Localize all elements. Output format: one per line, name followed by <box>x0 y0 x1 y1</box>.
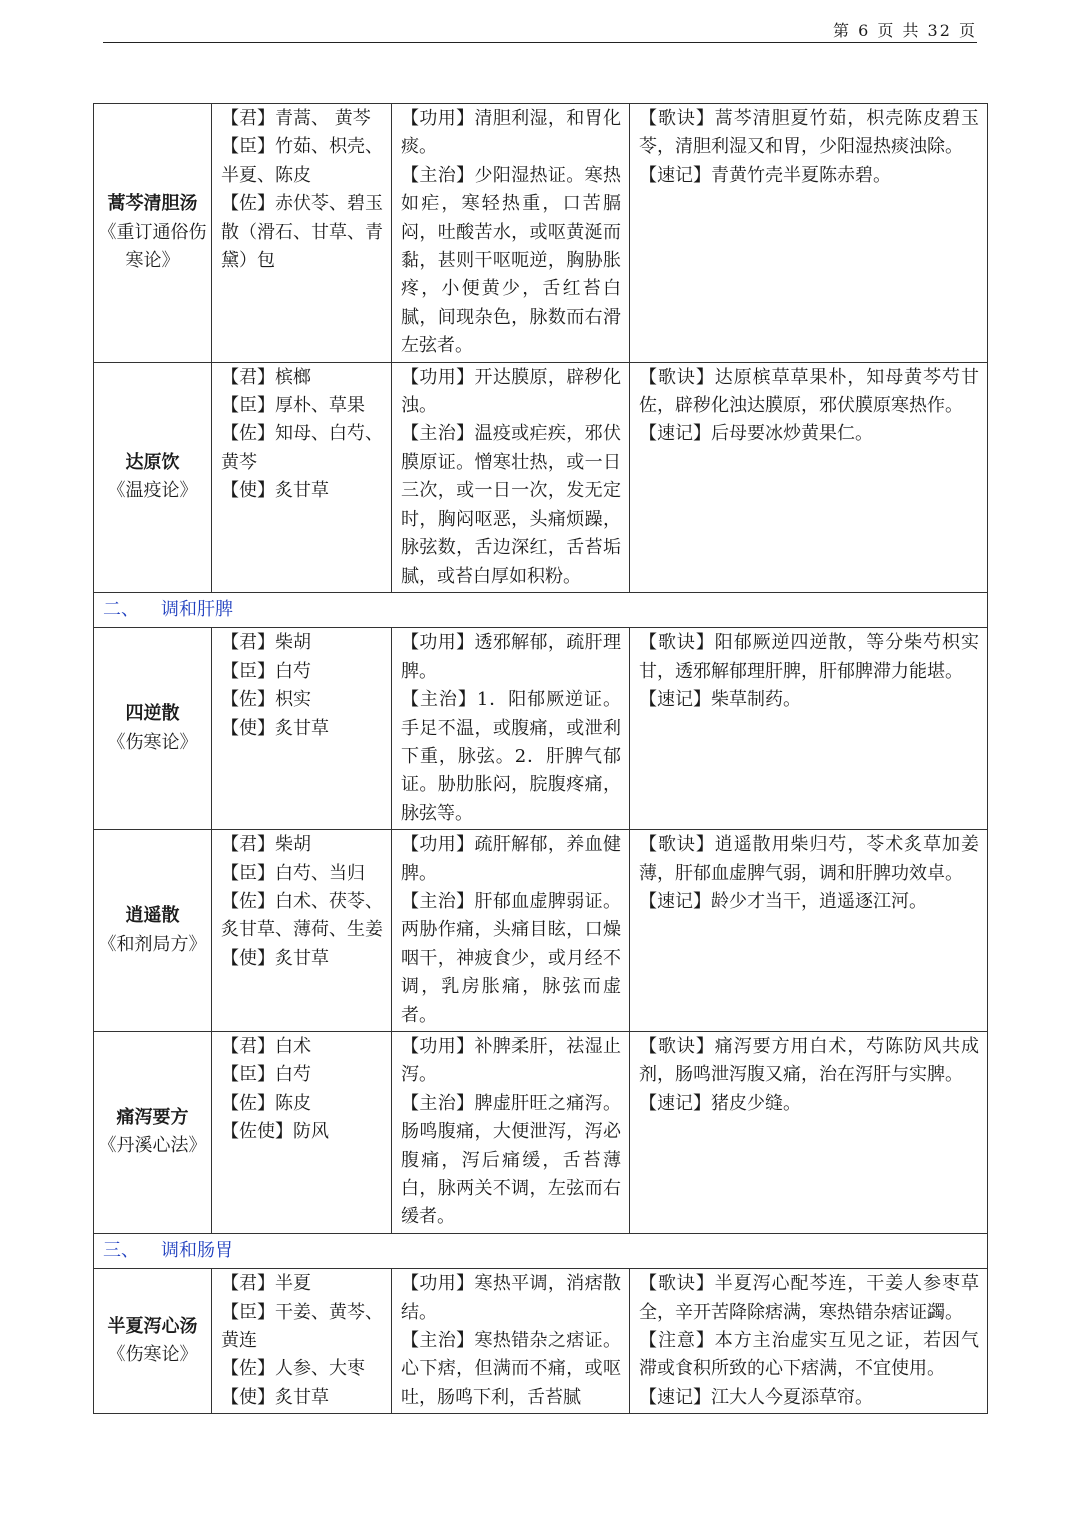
song-line: 【速记】青黄竹壳半夏陈赤碧。 <box>639 164 891 186</box>
formula-source: 《重订通俗伤寒论》 <box>98 221 207 272</box>
song-line: 【歌诀】阳郁厥逆四逆散，等分柴芍枳实甘，透邪解郁理肝脾，肝郁脾滞力能堪。 <box>639 632 979 682</box>
composition-line: 【君】槟榔 <box>221 366 311 388</box>
composition-line: 【君】柴胡 <box>221 632 311 654</box>
song-line: 【速记】江大人今夏添草帘。 <box>639 1386 873 1408</box>
composition-line: 【君】青蒿、 黄芩 <box>221 108 371 129</box>
composition-line: 【佐】陈皮 <box>221 1092 311 1114</box>
section-row <box>94 1233 988 1268</box>
formula-name-cell <box>94 830 212 1032</box>
effect-line: 【主治】温疫或疟疾，邪伏膜原证。憎寒壮热，或一日三次，或一日一次，发无定时，胸闷呕恶，头痛烦躁，脉弦数，舌边深红，舌苔垢腻，或苔白厚如积粉。 <box>401 423 621 587</box>
formula-table <box>93 103 988 1414</box>
composition-line: 【臣】干姜、黄芩、黄连 <box>221 1301 383 1352</box>
composition-line: 【臣】厚朴、草果 <box>221 395 365 417</box>
section-title: 调和肠胃 <box>161 1239 233 1261</box>
formula-row <box>94 628 988 830</box>
composition-line: 【佐使】防风 <box>221 1121 329 1143</box>
song-line: 【歌诀】半夏泻心配芩连，干姜人参枣草全，辛开苦降除痞满，寒热错杂痞证蠲。 <box>639 1273 979 1323</box>
song-cell <box>630 628 988 830</box>
composition-cell <box>212 830 392 1032</box>
section-heading-cell <box>94 592 988 627</box>
section-title: 调和肝脾 <box>161 598 233 620</box>
formula-row <box>94 362 988 592</box>
effect-line: 【功用】清胆利湿，和胃化痰。 <box>401 108 621 158</box>
effect-cell <box>392 1269 630 1414</box>
composition-cell <box>212 362 392 592</box>
effect-cell <box>392 104 630 363</box>
formula-row <box>94 104 988 363</box>
song-cell <box>630 1032 988 1234</box>
composition-line: 【使】炙甘草 <box>221 717 329 739</box>
effect-line: 【主治】脾虚肝旺之痛泻。肠鸣腹痛，大便泄泻，泻必腹痛，泻后痛缓，舌苔薄白，脉两关不调，左弦而右缓者。 <box>401 1092 621 1228</box>
effect-cell <box>392 1032 630 1234</box>
effect-cell <box>392 362 630 592</box>
formula-row <box>94 1269 988 1414</box>
formula-name-cell <box>94 628 212 830</box>
effect-line: 【主治】1．阳郁厥逆证。手足不温，或腹痛，或泄利下重，脉弦。2．肝脾气郁证。胁肋胀闷，脘腹疼痛，脉弦等。 <box>401 689 621 824</box>
composition-line: 【臣】白芍、当归 <box>221 862 365 884</box>
composition-line: 【使】炙甘草 <box>221 947 329 969</box>
formula-source: 《温疫论》 <box>107 480 198 502</box>
formula-name: 达原饮 <box>125 451 180 473</box>
formula-name-cell <box>94 104 212 363</box>
formula-row <box>94 830 988 1032</box>
effect-line: 【主治】少阳湿热证。寒热如疟，寒轻热重，口苦膈闷，吐酸苦水，或呕黄涎而黏，甚则干呕呃逆，胸胁胀疼，小便黄少，舌红苔白腻，间现杂色，脉数而右滑左弦者。 <box>401 164 621 357</box>
composition-line: 【使】炙甘草 <box>221 1386 329 1408</box>
section-number: 三、 <box>103 1239 139 1261</box>
song-line: 【歌诀】逍遥散用柴归芍，苓术炙草加姜薄，肝郁血虚脾气弱，调和肝脾功效卓。 <box>639 834 979 884</box>
song-cell <box>630 1269 988 1414</box>
composition-line: 【臣】白芍 <box>221 660 311 682</box>
formula-name: 四逆散 <box>125 703 180 725</box>
song-line: 【速记】龄少才当干，逍遥逐江河。 <box>639 890 927 912</box>
effect-line: 【功用】补脾柔肝，祛湿止泻。 <box>401 1036 621 1086</box>
formula-name-cell <box>94 1269 212 1414</box>
formula-source: 《伤寒论》 <box>107 1344 198 1366</box>
composition-cell <box>212 104 392 363</box>
section-row <box>94 592 988 627</box>
song-line: 【注意】本方主治虚实互见之证，若因气滞或食积所致的心下痞满，不宜使用。 <box>639 1330 979 1380</box>
song-line: 【速记】柴草制药。 <box>639 689 801 711</box>
effect-line: 【主治】肝郁血虚脾弱证。两胁作痛，头痛目眩，口燥咽干，神疲食少，或月经不调，乳房胀痛，脉弦而虚者。 <box>401 890 621 1026</box>
formula-name: 蒿芩清胆汤 <box>107 193 198 215</box>
composition-cell <box>212 1269 392 1414</box>
composition-line: 【佐】知母、白芍、黄芩 <box>221 423 383 473</box>
song-line: 【歌诀】痛泻要方用白术，芍陈防风共成剂，肠鸣泄泻腹又痛，治在泻肝与实脾。 <box>639 1036 979 1086</box>
song-line: 【速记】后母要冰炒黄果仁。 <box>639 423 873 445</box>
section-heading-cell <box>94 1233 988 1268</box>
effect-cell <box>392 628 630 830</box>
composition-line: 【君】白术 <box>221 1036 311 1057</box>
formula-name: 逍遥散 <box>125 905 180 927</box>
song-cell <box>630 104 988 363</box>
composition-cell <box>212 1032 392 1234</box>
song-line: 【歌诀】达原槟草草果朴，知母黄芩芍甘佐，辟秽化浊达膜原，邪伏膜原寒热作。 <box>639 366 979 417</box>
formula-name-cell <box>94 362 212 592</box>
composition-line: 【佐】白术、茯苓、炙甘草、薄荷、生姜 <box>221 890 383 941</box>
header-rule <box>103 42 977 43</box>
effect-cell <box>392 830 630 1032</box>
formula-name: 痛泻要方 <box>116 1107 189 1129</box>
composition-line: 【君】柴胡 <box>221 834 311 856</box>
composition-line: 【君】半夏 <box>221 1273 311 1295</box>
composition-line: 【佐】人参、大枣 <box>221 1358 365 1380</box>
composition-line: 【臣】竹茹、枳壳、半夏、陈皮 <box>221 136 383 186</box>
formula-source: 《伤寒论》 <box>107 731 198 753</box>
song-cell <box>630 830 988 1032</box>
page-number-label: 第 6 页 共 32 页 <box>833 21 977 40</box>
formula-row <box>94 1032 988 1234</box>
effect-line: 【主治】寒热错杂之痞证。心下痞，但满而不痛，或呕吐，肠鸣下利，舌苔腻 <box>401 1330 621 1408</box>
composition-line: 【佐】枳实 <box>221 689 311 711</box>
effect-line: 【功用】寒热平调，消痞散结。 <box>401 1273 621 1323</box>
formula-name-cell <box>94 1032 212 1234</box>
effect-line: 【功用】透邪解郁，疏肝理脾。 <box>401 632 621 682</box>
composition-line: 【臣】白芍 <box>221 1064 311 1086</box>
composition-cell <box>212 628 392 830</box>
composition-line: 【使】炙甘草 <box>221 480 329 502</box>
effect-line: 【功用】疏肝解郁，养血健脾。 <box>401 834 621 884</box>
song-line: 【速记】猪皮少缝。 <box>639 1092 801 1114</box>
formula-source: 《丹溪心法》 <box>98 1135 207 1157</box>
song-line: 【歌诀】蒿芩清胆夏竹茹，枳壳陈皮碧玉苓，清胆利湿又和胃，少阳湿热痰浊除。 <box>639 108 979 158</box>
song-cell <box>630 362 988 592</box>
formula-source: 《和剂局方》 <box>98 933 207 955</box>
section-number: 二、 <box>103 598 139 620</box>
effect-line: 【功用】开达膜原，辟秽化浊。 <box>401 366 621 417</box>
formula-name: 半夏泻心汤 <box>107 1315 198 1337</box>
composition-line: 【佐】赤伏苓、碧玉散（滑石、甘草、青黛）包 <box>221 193 383 272</box>
